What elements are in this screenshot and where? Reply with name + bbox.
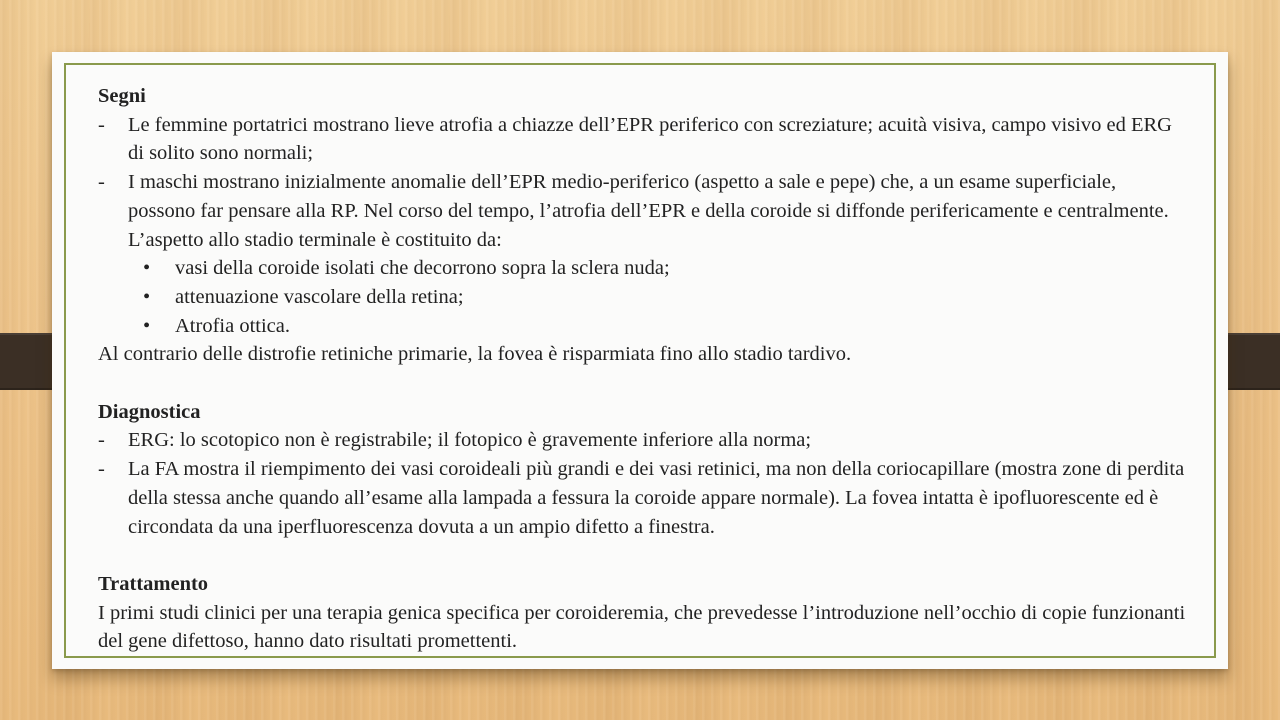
section-gap (98, 541, 1188, 570)
slide-card (52, 52, 1228, 669)
diagnostica-item-1-text: ERG: lo scotopico non è registrabile; il fotopico è gravemente inferiore alla norma; (128, 429, 812, 452)
bullet-marker: • (143, 314, 151, 337)
segni-item-1 (98, 111, 1188, 168)
dash-marker: - (98, 171, 105, 194)
diagnostica-item-2-text: La FA mostra il riempimento dei vasi coroideali più grandi e dei vasi retinici, ma non della coriocapillare (mostra zone di perdita della stessa anche quando all’esame alla lampada a fessura la coroide appare normale). La fovea intatta è ipofluorescente ed è circondata da una iperfluorescenza dovuta a un ampio difetto a finestra. (128, 458, 1185, 538)
segni-item-1-text: Le femmine portatrici mostrano lieve atrofia a chiazze dell’EPR periferico con screziature; acuità visiva, campo visivo ed ERG di solito sono normali; (128, 113, 1172, 165)
segni-bullet-3-text: Atrofia ottica. (175, 314, 290, 337)
segni-bullet-2-text: attenuazione vascolare della retina; (175, 285, 464, 308)
diagnostica-item-2 (98, 455, 1188, 541)
slide-content (98, 82, 1188, 656)
segni-item-2 (98, 168, 1188, 254)
segni-bullet-1-text: vasi della coroide isolati che decorrono sopra la sclera nuda; (175, 257, 670, 280)
segni-bullet-3 (98, 312, 1188, 341)
dash-marker: - (98, 113, 105, 136)
segni-closing: Al contrario delle distrofie retiniche primarie, la fovea è risparmiata fino allo stadio tardivo. (98, 343, 852, 366)
trattamento-text: I primi studi clinici per una terapia genica specifica per coroideremia, che prevedesse l’introduzione nell’occhio di copie funzionanti del gene difettoso, hanno dato risultati promettenti. (98, 601, 1186, 653)
segni-bullet-2 (98, 283, 1188, 312)
section-gap (98, 369, 1188, 398)
heading-segni: Segni (98, 85, 146, 107)
diagnostica-item-1 (98, 426, 1188, 455)
bullet-marker: • (143, 285, 151, 308)
heading-diagnostica: Diagnostica (98, 400, 201, 423)
segni-item-2-text: I maschi mostrano inizialmente anomalie dell’EPR medio-periferico (aspetto a sale e pepe) che, a un esame superficiale, possono far pensare alla RP. Nel corso del tempo, l’atrofia dell’EPR e della coroide si diffonde perifericamente e centralmente. L’aspetto allo stadio terminale è costituito da: (128, 171, 1169, 251)
segni-bullet-1 (98, 254, 1188, 283)
heading-trattamento: Trattamento (98, 572, 209, 595)
dash-marker: - (98, 458, 105, 481)
dash-marker: - (98, 429, 105, 452)
bullet-marker: • (143, 257, 151, 280)
